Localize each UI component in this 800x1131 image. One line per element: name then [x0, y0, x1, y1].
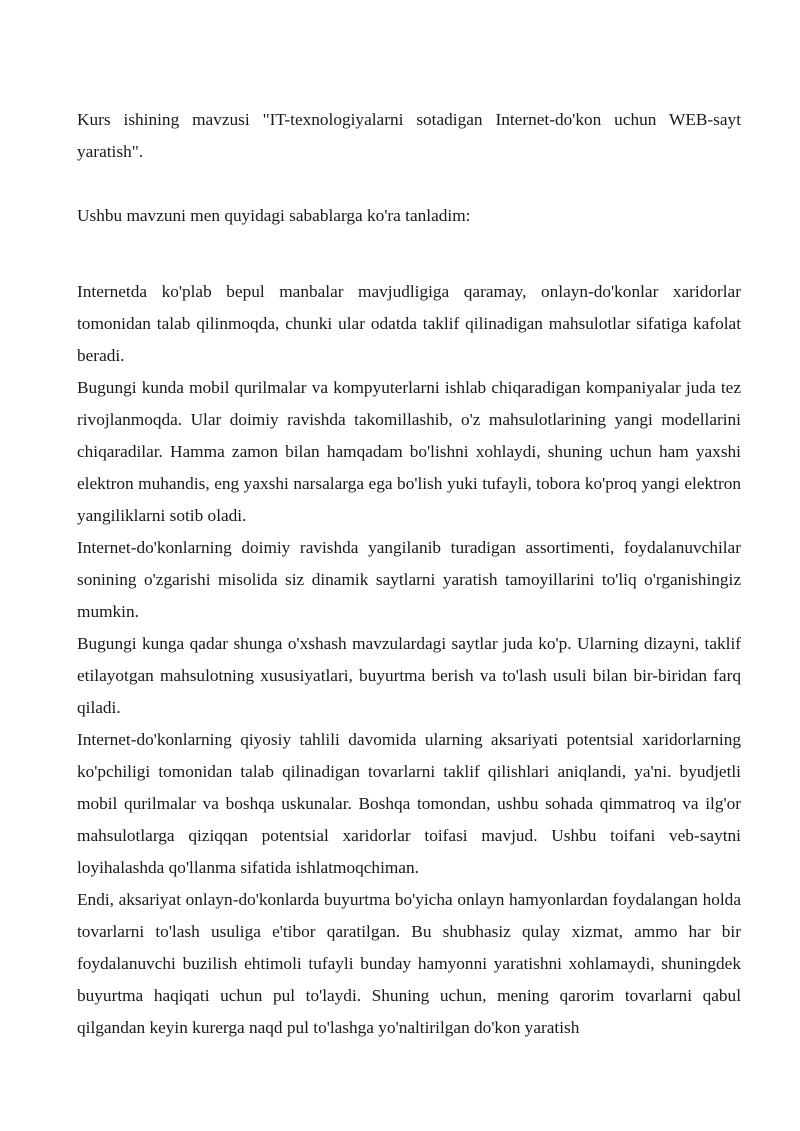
paragraph-spacer [77, 232, 741, 264]
reasons-intro-paragraph: Ushbu mavzuni men quyidagi sabablarga ko'ra tanladim: [77, 206, 471, 225]
body-paragraph-1: Internetda ko'plab bepul manbalar mavjudligiga qaramay, onlayn-do'konlar xaridorlar tomonidan talab qilinmoqda, chunki ular odatda taklif qilinadigan mahsulotlar sifatiga kafolat beradi. [77, 282, 741, 365]
topic-paragraph: Kurs ishining mavzusi "IT-texnologiyalarni sotadigan Internet-do'kon uchun WEB-sayt yaratish". [77, 110, 741, 161]
paragraph-spacer [77, 168, 741, 200]
body-paragraph-2: Bugungi kunda mobil qurilmalar va kompyuterlarni ishlab chiqaradigan kompaniyalar juda tez rivojlanmoqda. Ular doimiy ravishda takomillashib, o'z mahsulotlarining yangi modellarini chiqaradilar. Hamma zamon bilan hamqadam bo'lishni xohlaydi, shuning uchun ham yaxshi elektron muhandis, eng yaxshi narsalarga ega bo'lish yuki tufayli, tobora ko'proq yangi elektron yangiliklarni sotib oladi. [77, 378, 741, 525]
document-body [77, 104, 741, 1044]
body-paragraph-5: Internet-do'konlarning qiyosiy tahlili davomida ularning aksariyati potentsial xaridorlarning ko'pchiligi tomonidan talab qilinadigan tovarlarni taklif qilishlari aniqlandi, ya'ni. byudjetli mobil qurilmalar va boshqa uskunalar. Boshqa tomondan, ushbu sohada qimmatroq va ilg'or mahsulotlarga qiziqqan potentsial xaridorlar toifasi mavjud. Ushbu toifani veb-saytni loyihalashda qo'llanma sifatida ishlatmoqchiman. [77, 730, 741, 877]
body-paragraph-4: Bugungi kunga qadar shunga o'xshash mavzulardagi saytlar juda ko'p. Ularning dizayni, taklif etilayotgan mahsulotning xususiyatlari, buyurtma berish va to'lash usuli bilan bir-biridan farq qiladi. [77, 634, 741, 717]
body-paragraph-3: Internet-do'konlarning doimiy ravishda yangilanib turadigan assortimenti, foydalanuvchilar sonining o'zgarishi misolida siz dinamik saytlarni yaratish tamoyillarini to'liq o'rganishingiz mumkin. [77, 538, 741, 621]
body-paragraph-6: Endi, aksariyat onlayn-do'konlarda buyurtma bo'yicha onlayn hamyonlardan foydalangan holda tovarlarni to'lash usuliga e'tibor qaratilgan. Bu shubhasiz qulay xizmat, ammo har bir foydalanuvchi buzilish ehtimoli tufayli bunday hamyonni yaratishni xohlamaydi, shuningdek buyurtma haqiqati uchun pul to'laydi. Shuning uchun, mening qarorim tovarlarni qabul qilgandan keyin kurerga naqd pul to'lashga yo'naltirilgan do'kon yaratish [77, 890, 741, 1037]
